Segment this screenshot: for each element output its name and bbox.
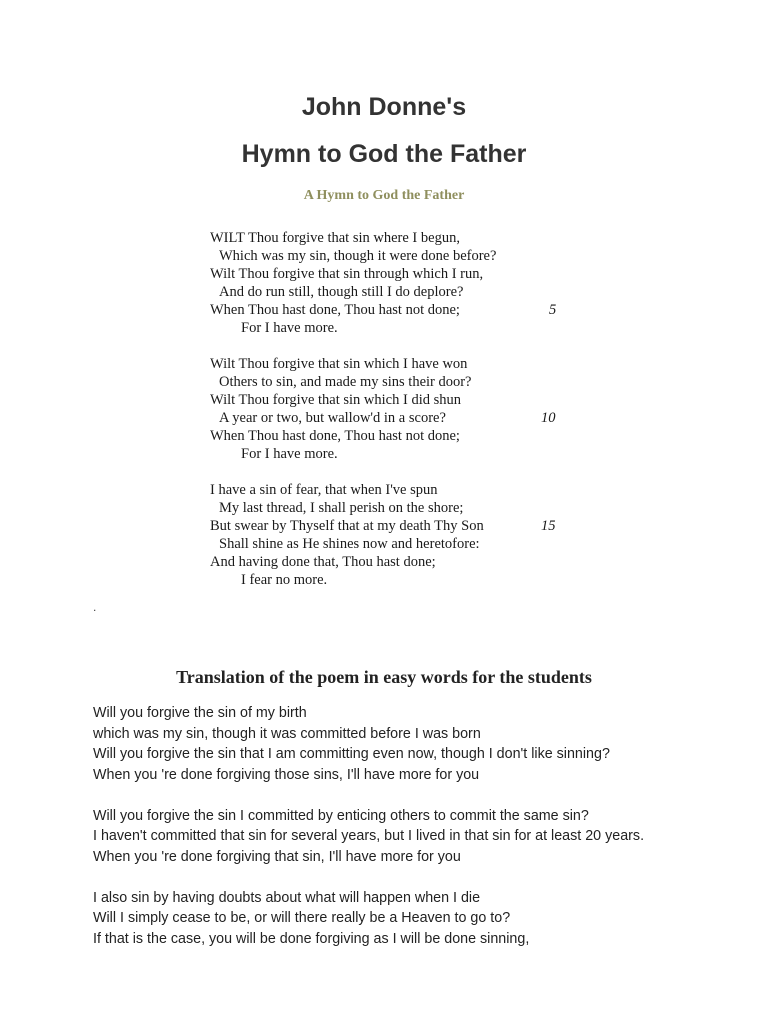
poem-line-text: And having done that, Thou hast done; xyxy=(210,554,436,570)
poem-line xyxy=(210,301,570,319)
page-title-line-2: Hymn to God the Father xyxy=(241,140,527,168)
poem-heading: A Hymn to God the Father xyxy=(303,188,465,203)
poem-line-text: But swear by Thyself that at my death Thy Son xyxy=(210,518,484,534)
poem-line-text: Wilt Thou forgive that sin which I have won xyxy=(210,356,468,372)
poem-line-text: My last thread, I shall perish on the shore; xyxy=(219,500,464,516)
poem-line-text: For I have more. xyxy=(241,320,338,336)
poem-line xyxy=(210,481,570,499)
poem-line xyxy=(210,373,570,391)
translation-line: Will you forgive the sin of my birth xyxy=(93,705,307,721)
page-title-line-1: John Donne's xyxy=(301,93,467,121)
poem-line xyxy=(210,427,570,445)
poem-line xyxy=(210,229,570,247)
line-number: 5 xyxy=(549,302,557,318)
poem-stanza xyxy=(210,481,570,589)
line-number: 10 xyxy=(541,410,556,426)
poem-line-text: A year or two, but wallow'd in a score? xyxy=(219,410,446,426)
line-number: 15 xyxy=(541,518,556,534)
poem-line xyxy=(210,319,570,337)
poem-line xyxy=(210,283,570,301)
translation-line: When you 're done forgiving those sins, I'll have more for you xyxy=(93,766,480,783)
translation-line: Will you forgive the sin I committed by enticing others to commit the same sin? xyxy=(93,807,589,824)
poem-line-text: Others to sin, and made my sins their door? xyxy=(219,374,472,390)
poem-line-text: I have a sin of fear, that when I've spun xyxy=(210,482,438,498)
translation-line: Will I simply cease to be, or will there really be a Heaven to go to? xyxy=(93,910,511,926)
poem-stanza xyxy=(210,355,570,463)
poem-line-text: I fear no more. xyxy=(241,572,328,588)
poem-line-text: When Thou hast done, Thou hast not done; xyxy=(210,428,460,444)
translation-paragraph xyxy=(93,888,683,950)
poem-line xyxy=(210,391,570,409)
poem-line xyxy=(210,553,570,571)
poem-line xyxy=(210,247,570,265)
poem-line-text: For I have more. xyxy=(241,446,338,462)
translation-line: which was my sin, though it was committed before I was born xyxy=(93,725,481,742)
poem-line xyxy=(210,499,570,517)
poem-line xyxy=(210,355,570,373)
translation-line: When you 're done forgiving that sin, I'll have more for you xyxy=(93,848,461,865)
translation-line: I haven't committed that sin for several years, but I lived in that sin for at least 20 years. xyxy=(93,828,645,844)
poem-line-text: When Thou hast done, Thou hast not done; xyxy=(210,302,460,318)
translation-line: If that is the case, you will be done forgiving as I will be done sinning, xyxy=(93,930,530,947)
poem-line-text: Wilt Thou forgive that sin which I did shun xyxy=(210,392,461,408)
poem-text xyxy=(210,229,570,607)
translation-line: Will you forgive the sin that I am committing even now, though I don't like sinning? xyxy=(93,746,610,762)
poem-line xyxy=(210,517,570,535)
poem-line xyxy=(210,265,570,283)
translation-text xyxy=(93,703,683,970)
translation-paragraph xyxy=(93,703,683,785)
poem-line-text: WILT Thou forgive that sin where I begun, xyxy=(210,230,460,246)
poem-line xyxy=(210,409,570,427)
poem-line-text: Wilt Thou forgive that sin through which I run, xyxy=(210,266,484,282)
poem-line xyxy=(210,571,570,589)
poem-line-text: Which was my sin, though it were done before? xyxy=(219,248,497,264)
translation-heading: Translation of the poem in easy words for the students xyxy=(176,667,592,687)
poem-line-text: Shall shine as He shines now and heretofore: xyxy=(219,536,480,552)
translation-paragraph xyxy=(93,806,683,868)
poem-stanza xyxy=(210,229,570,337)
poem-line xyxy=(210,445,570,463)
separator-dot: . xyxy=(93,600,97,614)
poem-line xyxy=(210,535,570,553)
poem-line-text: And do run still, though still I do deplore? xyxy=(219,284,464,300)
translation-line: I also sin by having doubts about what will happen when I die xyxy=(93,889,481,906)
